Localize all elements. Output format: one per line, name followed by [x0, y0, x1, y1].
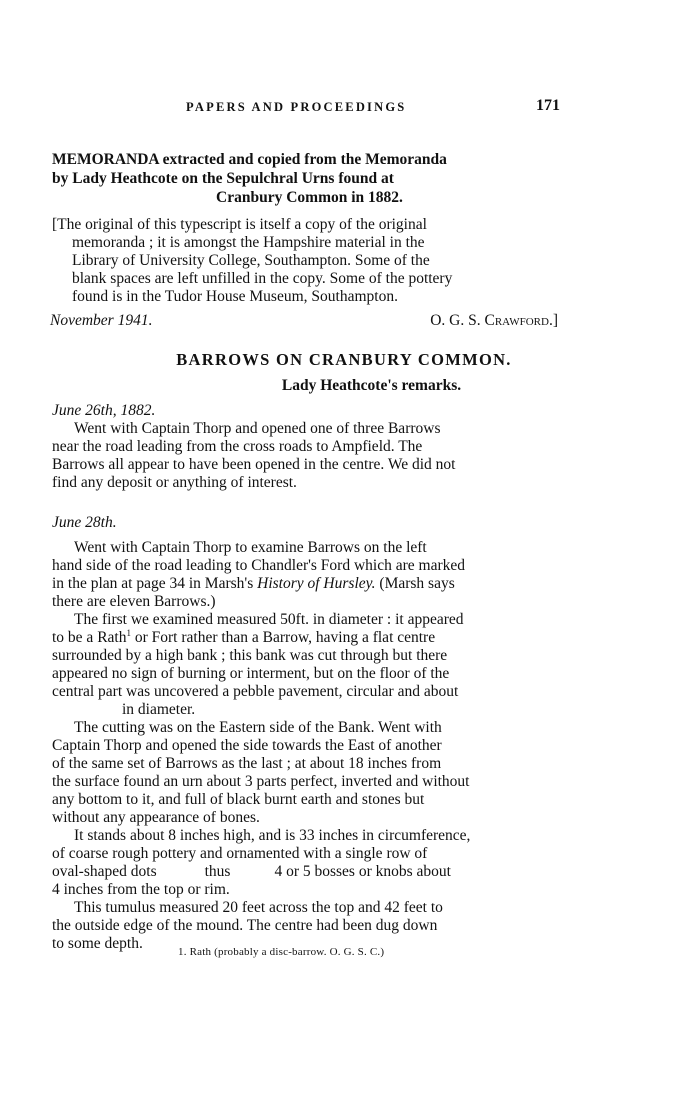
- text-line: The cutting was on the Eastern side of the Bank. Went with: [74, 719, 442, 736]
- text-line: It stands about 8 inches high, and is 33 inches in circumference,: [74, 827, 471, 844]
- memo-title: [52, 150, 567, 207]
- memo-title-line: Cranbury Common in 1882.: [216, 189, 403, 206]
- running-header: [0, 97, 688, 120]
- text-line: to some depth.: [52, 935, 143, 952]
- text-line: in diameter.: [122, 701, 196, 718]
- text-line: Captain Thorp and opened the side towards the East of another: [52, 737, 442, 754]
- note-date: November 1941.: [50, 312, 153, 329]
- text-line: Barrows all appear to have been opened in the centre. We did not: [52, 456, 456, 473]
- text-line: central part was uncovered a pebble pavement, circular and about: [52, 683, 459, 700]
- entry-paragraph: [52, 719, 567, 827]
- text-line: near the road leading from the cross roads to Ampfield. The: [52, 438, 423, 455]
- text-line: surrounded by a high bank ; this bank was cut through but there: [52, 647, 448, 664]
- memo-title-line: MEMORANDA extracted and copied from the Memoranda: [52, 151, 447, 168]
- book-title: History of Hursley.: [257, 575, 376, 592]
- note-line: found is in the Tudor House Museum, Southampton.: [72, 288, 398, 305]
- editorial-note: [52, 216, 566, 306]
- text-line: any bottom to it, and full of black burnt earth and stones but: [52, 791, 425, 808]
- entry-paragraph: [52, 611, 567, 719]
- text-line: to be a Rath$^1$ or Fort rather than a Barrow, having a flat centre: [52, 627, 436, 646]
- text-line: Went with Captain Thorp and opened one of three Barrows: [74, 420, 441, 437]
- entry-date: June 26th, 1882.: [52, 402, 156, 419]
- note-line: memoranda ; it is amongst the Hampshire material in the: [72, 234, 425, 251]
- text-line: there are eleven Barrows.): [52, 593, 216, 610]
- text-line: The first we examined measured 50ft. in diameter : it appeared: [74, 611, 464, 628]
- running-title: PAPERS AND PROCEEDINGS: [186, 100, 407, 114]
- text-line: without any appearance of bones.: [52, 809, 260, 826]
- section-title: BARROWS ON CRANBURY COMMON.: [176, 350, 512, 369]
- text-line: appeared no sign of burning or interment, but on the floor of the: [52, 665, 450, 682]
- text-line: in the plan at page 34 in Marsh's History of Hursley. (Marsh says: [52, 575, 455, 592]
- text-line: the surface found an urn about 3 parts perfect, inverted and without: [52, 773, 470, 790]
- note-line: blank spaces are left unfilled in the copy. Some of the pottery: [72, 270, 453, 287]
- page-number: 171: [536, 97, 560, 114]
- entry-paragraph: [52, 899, 567, 953]
- memo-title-line: by Lady Heathcote on the Sepulchral Urns found at: [52, 170, 394, 187]
- entry-paragraph: [52, 420, 567, 492]
- text-line: Went with Captain Thorp to examine Barrows on the left: [74, 539, 427, 556]
- text-line: of the same set of Barrows as the last ; at about 18 inches from: [52, 755, 442, 772]
- entry-date: June 28th.: [52, 514, 117, 531]
- text-line: oval-shaped dots thus 4 or 5 bosses or knobs about: [52, 863, 451, 880]
- text-line: hand side of the road leading to Chandler's Ford which are marked: [52, 557, 465, 574]
- text-line: 4 inches from the top or rim.: [52, 881, 230, 898]
- entry-june-26: [52, 402, 567, 492]
- entry-paragraph: [52, 827, 567, 899]
- text-line: This tumulus measured 20 feet across the top and 42 feet to: [74, 899, 443, 916]
- note-line: Library of University College, Southampton. Some of the: [72, 252, 430, 269]
- entry-june-28: [52, 514, 567, 953]
- section-subtitle: Lady Heathcote's remarks.: [281, 377, 462, 394]
- text-line: of coarse rough pottery and ornamented with a single row of: [52, 845, 428, 862]
- note-line: [The original of this typescript is itself a copy of the original: [52, 216, 427, 233]
- footnote: 1. Rath (probably a disc-barrow. O. G. S. C.): [178, 946, 385, 958]
- footnote-marker: 1: [126, 627, 131, 638]
- text-line: the outside edge of the mound. The centre had been dug down: [52, 917, 438, 934]
- text-line: find any deposit or anything of interest.: [52, 474, 297, 491]
- note-dateline: [50, 312, 558, 330]
- entry-paragraph: [52, 539, 567, 611]
- note-signature: O. G. S. Crawford.]: [430, 312, 558, 329]
